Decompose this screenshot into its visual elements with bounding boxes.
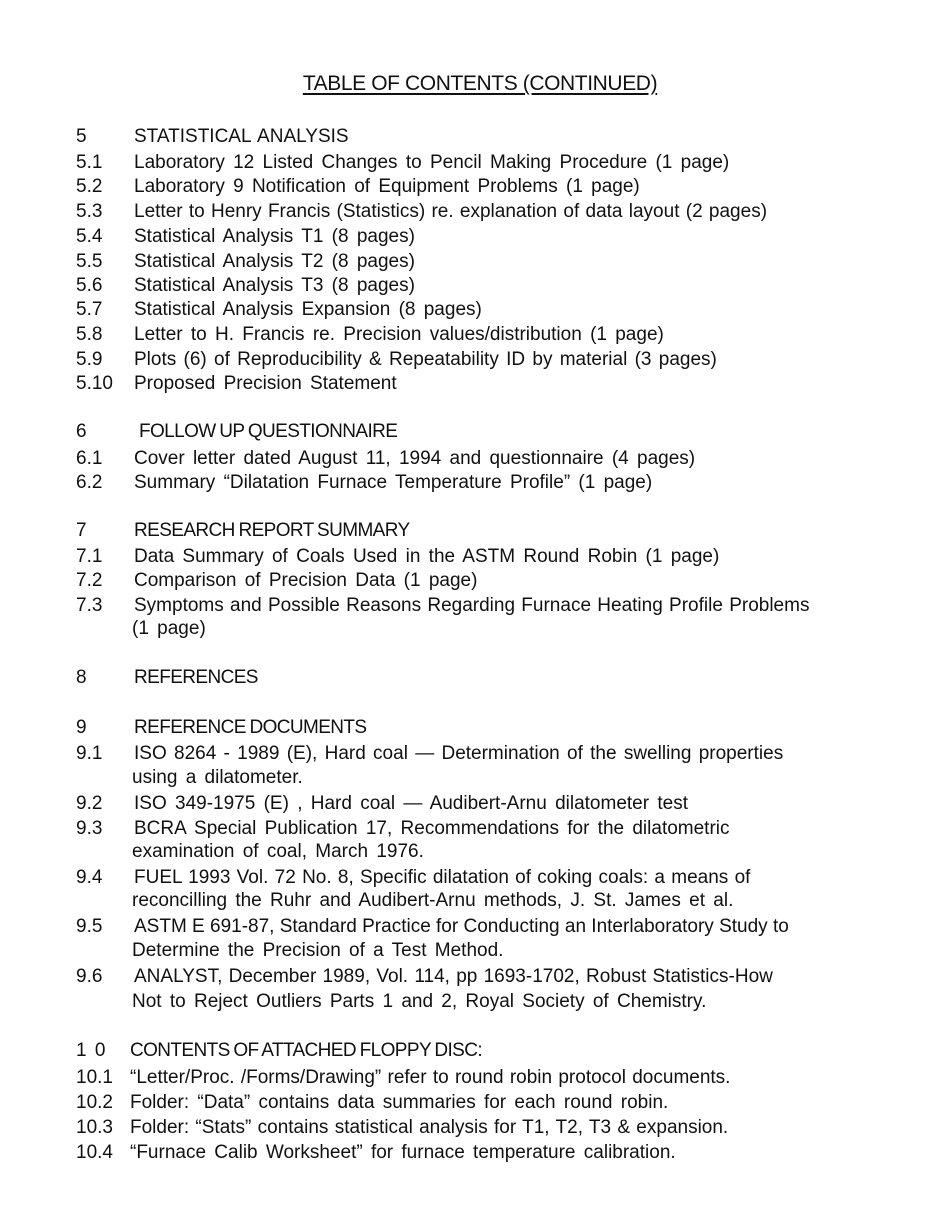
toc-number: 5.5 xyxy=(76,251,103,272)
toc-number: 5.10 xyxy=(76,373,113,394)
toc-heading xyxy=(76,420,397,444)
toc-entry xyxy=(76,817,730,841)
toc-entry-continuation: Determine the Precision of a Test Method. xyxy=(132,940,504,961)
toc-entry xyxy=(76,742,783,766)
toc-number: 10.1 xyxy=(76,1067,113,1088)
toc-number: 9.1 xyxy=(76,743,103,764)
toc-entry xyxy=(76,225,415,249)
toc-number: 9.4 xyxy=(76,867,103,888)
toc-number: 9.6 xyxy=(76,966,103,987)
toc-label: STATISTICAL ANALYSIS xyxy=(134,126,349,147)
toc-entry xyxy=(76,569,477,593)
toc-number: 10.4 xyxy=(76,1142,113,1163)
toc-entry-continuation: reconcilling the Ruhr and Audibert-Arnu methods, J. St. James et al. xyxy=(132,890,734,911)
toc-entry xyxy=(76,471,652,495)
toc-heading xyxy=(76,666,258,690)
toc-label: “Letter/Proc. /Forms/Drawing” refer to round robin protocol documents. xyxy=(130,1067,731,1088)
toc-label: Cover letter dated August 11, 1994 and questionnaire (4 pages) xyxy=(134,448,696,469)
toc-label: FOLLOW UP QUESTIONNAIRE xyxy=(139,421,398,442)
toc-entry xyxy=(76,250,415,274)
toc-label: REFERENCE DOCUMENTS xyxy=(134,717,367,738)
toc-entry xyxy=(76,545,719,569)
toc-entry xyxy=(76,175,640,199)
toc-entry xyxy=(76,348,717,372)
toc-label: CONTENTS OF ATTACHED FLOPPY DISC: xyxy=(130,1040,483,1061)
toc-label: ISO 8264 - 1989 (E), Hard coal — Determination of the swelling properties xyxy=(134,743,784,764)
toc-label: Statistical Analysis T1 (8 pages) xyxy=(134,226,415,247)
toc-heading xyxy=(76,716,367,740)
toc-label: Proposed Precision Statement xyxy=(134,373,397,394)
toc-number: 9.5 xyxy=(76,916,103,937)
toc-number: 5.1 xyxy=(76,152,103,173)
toc-entry xyxy=(76,1141,676,1165)
page-title: TABLE OF CONTENTS (CONTINUED) xyxy=(302,72,658,95)
toc-number: 5.8 xyxy=(76,324,103,345)
toc-number: 7.1 xyxy=(76,546,103,567)
toc-label: Letter to Henry Francis (Statistics) re. explanation of data layout (2 pages) xyxy=(134,201,768,222)
toc-label: Statistical Analysis T3 (8 pages) xyxy=(134,275,415,296)
toc-number: 9 xyxy=(76,717,87,738)
toc-number: 5.3 xyxy=(76,201,103,222)
toc-entry xyxy=(76,200,767,224)
toc-label: Folder: “Stats” contains statistical analysis for T1, T2, T3 & expansion. xyxy=(130,1117,729,1138)
toc-label: Comparison of Precision Data (1 page) xyxy=(134,570,478,591)
toc-number: 1 0 xyxy=(76,1040,106,1061)
toc-label: FUEL 1993 Vol. 72 No. 8, Specific dilatation of coking coals: a means of xyxy=(134,867,751,888)
toc-entry xyxy=(76,866,750,890)
toc-label: ANALYST, December 1989, Vol. 114, pp 1693-1702, Robust Statistics-How xyxy=(134,966,773,987)
toc-number: 10.3 xyxy=(76,1117,113,1138)
toc-number: 9.2 xyxy=(76,793,103,814)
toc-number: 8 xyxy=(76,667,87,688)
toc-number: 7.2 xyxy=(76,570,103,591)
toc-heading xyxy=(76,125,349,149)
toc-label: RESEARCH REPORT SUMMARY xyxy=(134,520,410,541)
toc-entry xyxy=(76,1066,730,1090)
toc-entry xyxy=(76,1091,668,1115)
toc-entry xyxy=(76,372,397,396)
toc-label: Data Summary of Coals Used in the ASTM Round Robin (1 page) xyxy=(134,546,720,567)
toc-entry xyxy=(76,1116,728,1140)
toc-label: BCRA Special Publication 17, Recommendations for the dilatometric xyxy=(134,818,730,839)
toc-number: 5.9 xyxy=(76,349,103,370)
toc-label: Plots (6) of Reproducibility & Repeatability ID by material (3 pages) xyxy=(134,349,717,370)
toc-number: 5.7 xyxy=(76,299,103,320)
toc-entry xyxy=(76,298,482,322)
toc-entry xyxy=(76,915,789,939)
toc-heading xyxy=(76,519,410,543)
toc-number: 6.1 xyxy=(76,448,103,469)
toc-label: Letter to H. Francis re. Precision values/distribution (1 page) xyxy=(134,324,664,345)
toc-label: REFERENCES xyxy=(134,667,258,688)
toc-number: 5.2 xyxy=(76,176,103,197)
toc-entry xyxy=(76,965,773,989)
toc-label: ASTM E 691-87, Standard Practice for Conducting an Interlaboratory Study to xyxy=(134,916,789,937)
toc-heading xyxy=(76,1039,482,1063)
toc-number: 5 xyxy=(76,126,87,147)
toc-number: 5.4 xyxy=(76,226,103,247)
toc-label: Laboratory 12 Listed Changes to Pencil Making Procedure (1 page) xyxy=(134,152,730,173)
toc-label: Summary “Dilatation Furnace Temperature Profile” (1 page) xyxy=(134,472,653,493)
toc-entry-continuation: using a dilatometer. xyxy=(132,767,303,788)
toc-label: ISO 349-1975 (E) , Hard coal — Audibert-Arnu dilatometer test xyxy=(134,793,688,814)
toc-entry xyxy=(76,274,415,298)
toc-label: Symptoms and Possible Reasons Regarding Furnace Heating Profile Problems xyxy=(134,595,810,616)
toc-number: 7 xyxy=(76,520,87,541)
toc-entry xyxy=(76,323,664,347)
toc-label: Statistical Analysis T2 (8 pages) xyxy=(134,251,415,272)
toc-number: 6.2 xyxy=(76,472,103,493)
toc-label: Statistical Analysis Expansion (8 pages) xyxy=(134,299,482,320)
toc-entry xyxy=(76,447,695,471)
toc-entry-continuation: Not to Reject Outliers Parts 1 and 2, Royal Society of Chemistry. xyxy=(132,991,707,1012)
toc-entry xyxy=(76,594,809,618)
toc-label: “Furnace Calib Worksheet” for furnace temperature calibration. xyxy=(130,1142,676,1163)
toc-number: 9.3 xyxy=(76,818,103,839)
toc-entry xyxy=(76,792,688,816)
toc-number: 7.3 xyxy=(76,595,103,616)
toc-number: 10.2 xyxy=(76,1092,113,1113)
toc-number: 5.6 xyxy=(76,275,103,296)
toc-label: Laboratory 9 Notification of Equipment Problems (1 page) xyxy=(134,176,640,197)
toc-label: Folder: “Data” contains data summaries for each round robin. xyxy=(130,1092,669,1113)
toc-entry-continuation: examination of coal, March 1976. xyxy=(132,841,424,862)
toc-entry xyxy=(76,151,729,175)
toc-entry-continuation: (1 page) xyxy=(132,618,206,639)
toc-number: 6 xyxy=(76,421,87,442)
